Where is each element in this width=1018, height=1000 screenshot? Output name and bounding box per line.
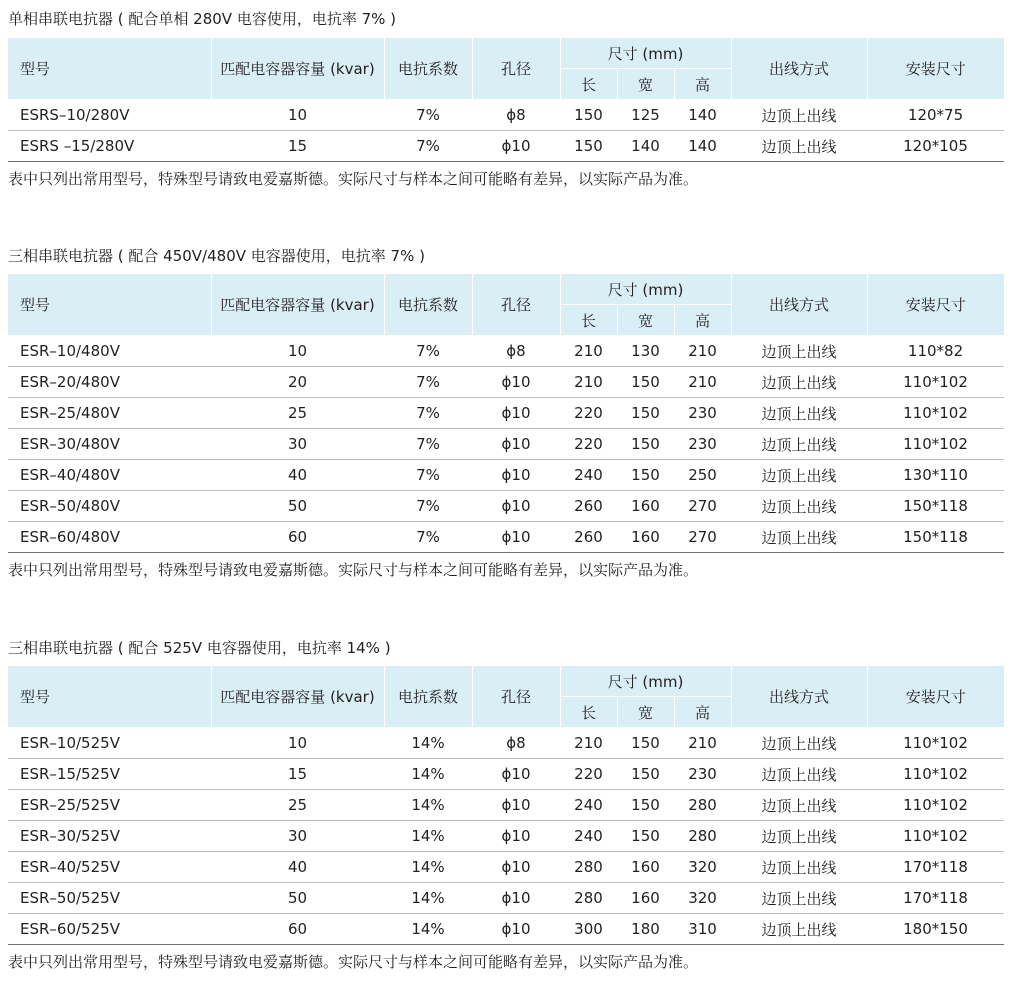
- cell-length: 300: [560, 914, 617, 945]
- cell-reactance: 7%: [384, 398, 472, 429]
- cell-outlet: 边顶上出线: [731, 522, 867, 553]
- cell-model: ESR–50/525V: [8, 883, 211, 914]
- table-row: [8, 914, 1004, 945]
- cell-height: 310: [674, 914, 731, 945]
- spec-table: [8, 274, 1004, 553]
- table-row: [8, 100, 1004, 131]
- footnote: 表中只列出常用型号，特殊型号请致电爱嘉斯德。实际尺寸与样本之间可能略有差异，以实际产品为准。: [8, 561, 699, 579]
- cell-reactance: 14%: [384, 728, 472, 759]
- header-outlet: 出线方式: [731, 274, 867, 336]
- cell-length: 260: [560, 522, 617, 553]
- header-height: 高: [674, 305, 731, 336]
- cell-height: 280: [674, 821, 731, 852]
- cell-mount: 180*150: [867, 914, 1004, 945]
- header-length: 长: [560, 305, 617, 336]
- cell-mount: 170*118: [867, 852, 1004, 883]
- header-outlet: 出线方式: [731, 38, 867, 100]
- cell-model: ESR–60/480V: [8, 522, 211, 553]
- cell-capacity: 10: [211, 100, 384, 131]
- cell-mount: 110*102: [867, 367, 1004, 398]
- cell-width: 160: [617, 522, 674, 553]
- table-row: [8, 398, 1004, 429]
- cell-hole: ϕ8: [472, 728, 560, 759]
- cell-mount: 110*102: [867, 821, 1004, 852]
- cell-width: 150: [617, 460, 674, 491]
- cell-width: 130: [617, 336, 674, 367]
- cell-capacity: 30: [211, 429, 384, 460]
- cell-length: 210: [560, 336, 617, 367]
- table-row: [8, 728, 1004, 759]
- header-reactance: 电抗系数: [384, 666, 472, 728]
- cell-reactance: 14%: [384, 759, 472, 790]
- cell-model: ESR–30/525V: [8, 821, 211, 852]
- header-reactance: 电抗系数: [384, 38, 472, 100]
- cell-outlet: 边顶上出线: [731, 460, 867, 491]
- cell-reactance: 14%: [384, 821, 472, 852]
- cell-length: 150: [560, 100, 617, 131]
- cell-length: 210: [560, 728, 617, 759]
- cell-hole: ϕ8: [472, 100, 560, 131]
- table-row: [8, 367, 1004, 398]
- table-row: [8, 852, 1004, 883]
- header-model: 型号: [8, 38, 211, 100]
- cell-outlet: 边顶上出线: [731, 821, 867, 852]
- cell-reactance: 14%: [384, 852, 472, 883]
- cell-mount: 150*118: [867, 491, 1004, 522]
- cell-model: ESR–50/480V: [8, 491, 211, 522]
- cell-capacity: 20: [211, 367, 384, 398]
- cell-capacity: 25: [211, 790, 384, 821]
- cell-mount: 110*102: [867, 429, 1004, 460]
- cell-outlet: 边顶上出线: [731, 398, 867, 429]
- cell-width: 160: [617, 883, 674, 914]
- cell-reactance: 7%: [384, 131, 472, 162]
- cell-height: 210: [674, 728, 731, 759]
- cell-width: 150: [617, 728, 674, 759]
- cell-hole: ϕ10: [472, 491, 560, 522]
- spec-table: [8, 666, 1004, 945]
- cell-hole: ϕ10: [472, 367, 560, 398]
- cell-hole: ϕ10: [472, 759, 560, 790]
- cell-length: 220: [560, 429, 617, 460]
- header-size: 尺寸 (mm): [560, 274, 731, 305]
- header-size: 尺寸 (mm): [560, 666, 731, 697]
- cell-height: 140: [674, 100, 731, 131]
- cell-height: 230: [674, 398, 731, 429]
- footnote: 表中只列出常用型号，特殊型号请致电爱嘉斯德。实际尺寸与样本之间可能略有差异，以实际产品为准。: [8, 170, 699, 188]
- cell-width: 150: [617, 821, 674, 852]
- cell-height: 230: [674, 429, 731, 460]
- cell-hole: ϕ10: [472, 821, 560, 852]
- cell-height: 250: [674, 460, 731, 491]
- table-row: [8, 522, 1004, 553]
- table-row: [8, 429, 1004, 460]
- cell-hole: ϕ10: [472, 460, 560, 491]
- cell-mount: 120*75: [867, 100, 1004, 131]
- cell-width: 160: [617, 852, 674, 883]
- cell-length: 240: [560, 460, 617, 491]
- cell-width: 140: [617, 131, 674, 162]
- cell-model: ESR–10/480V: [8, 336, 211, 367]
- cell-outlet: 边顶上出线: [731, 429, 867, 460]
- cell-capacity: 10: [211, 728, 384, 759]
- cell-length: 280: [560, 852, 617, 883]
- cell-mount: 150*118: [867, 522, 1004, 553]
- cell-mount: 170*118: [867, 883, 1004, 914]
- spec-table: [8, 38, 1004, 162]
- cell-mount: 130*110: [867, 460, 1004, 491]
- cell-capacity: 60: [211, 522, 384, 553]
- cell-length: 280: [560, 883, 617, 914]
- header-capacity: 匹配电容器容量 (kvar): [211, 274, 384, 336]
- cell-hole: ϕ10: [472, 883, 560, 914]
- header-width: 宽: [617, 305, 674, 336]
- cell-length: 210: [560, 367, 617, 398]
- cell-capacity: 40: [211, 460, 384, 491]
- cell-width: 150: [617, 759, 674, 790]
- cell-mount: 110*82: [867, 336, 1004, 367]
- cell-capacity: 15: [211, 131, 384, 162]
- cell-reactance: 7%: [384, 429, 472, 460]
- cell-width: 150: [617, 429, 674, 460]
- cell-reactance: 7%: [384, 336, 472, 367]
- section-three-phase-525v: [8, 638, 1000, 972]
- cell-model: ESR–25/525V: [8, 790, 211, 821]
- cell-hole: ϕ10: [472, 131, 560, 162]
- cell-capacity: 30: [211, 821, 384, 852]
- cell-width: 160: [617, 491, 674, 522]
- cell-length: 150: [560, 131, 617, 162]
- cell-reactance: 14%: [384, 790, 472, 821]
- cell-capacity: 25: [211, 398, 384, 429]
- cell-outlet: 边顶上出线: [731, 790, 867, 821]
- cell-outlet: 边顶上出线: [731, 852, 867, 883]
- table-row: [8, 883, 1004, 914]
- cell-outlet: 边顶上出线: [731, 336, 867, 367]
- cell-reactance: 7%: [384, 367, 472, 398]
- table-row: [8, 491, 1004, 522]
- cell-hole: ϕ10: [472, 790, 560, 821]
- cell-hole: ϕ10: [472, 398, 560, 429]
- cell-reactance: 7%: [384, 522, 472, 553]
- table-row: [8, 336, 1004, 367]
- cell-length: 240: [560, 790, 617, 821]
- cell-length: 220: [560, 398, 617, 429]
- cell-height: 270: [674, 522, 731, 553]
- header-mount: 安装尺寸: [867, 274, 1004, 336]
- cell-capacity: 40: [211, 852, 384, 883]
- cell-height: 230: [674, 759, 731, 790]
- cell-mount: 110*102: [867, 728, 1004, 759]
- cell-model: ESRS–10/280V: [8, 100, 211, 131]
- header-length: 长: [560, 697, 617, 728]
- cell-width: 150: [617, 367, 674, 398]
- header-model: 型号: [8, 666, 211, 728]
- cell-hole: ϕ10: [472, 914, 560, 945]
- cell-outlet: 边顶上出线: [731, 100, 867, 131]
- cell-hole: ϕ10: [472, 522, 560, 553]
- section-title: 三相串联电抗器 ( 配合 450V/480V 电容器使用，电抗率 7% ): [8, 247, 425, 265]
- cell-reactance: 7%: [384, 491, 472, 522]
- cell-height: 210: [674, 367, 731, 398]
- cell-outlet: 边顶上出线: [731, 491, 867, 522]
- header-outlet: 出线方式: [731, 666, 867, 728]
- cell-height: 320: [674, 883, 731, 914]
- section-three-phase-480v: [8, 246, 1000, 580]
- cell-mount: 120*105: [867, 131, 1004, 162]
- table-row: [8, 821, 1004, 852]
- cell-hole: ϕ10: [472, 429, 560, 460]
- cell-model: ESR–40/480V: [8, 460, 211, 491]
- cell-length: 260: [560, 491, 617, 522]
- header-model: 型号: [8, 274, 211, 336]
- cell-height: 280: [674, 790, 731, 821]
- table-row: [8, 759, 1004, 790]
- cell-height: 140: [674, 131, 731, 162]
- cell-reactance: 14%: [384, 914, 472, 945]
- header-hole: 孔径: [472, 38, 560, 100]
- cell-mount: 110*102: [867, 790, 1004, 821]
- cell-outlet: 边顶上出线: [731, 759, 867, 790]
- cell-height: 270: [674, 491, 731, 522]
- section-single-phase-280v: [8, 9, 1000, 189]
- cell-outlet: 边顶上出线: [731, 883, 867, 914]
- header-hole: 孔径: [472, 274, 560, 336]
- cell-mount: 110*102: [867, 759, 1004, 790]
- cell-hole: ϕ8: [472, 336, 560, 367]
- cell-model: ESR–15/525V: [8, 759, 211, 790]
- cell-model: ESR–10/525V: [8, 728, 211, 759]
- header-capacity: 匹配电容器容量 (kvar): [211, 666, 384, 728]
- cell-capacity: 50: [211, 883, 384, 914]
- cell-capacity: 60: [211, 914, 384, 945]
- cell-reactance: 14%: [384, 883, 472, 914]
- cell-outlet: 边顶上出线: [731, 367, 867, 398]
- header-hole: 孔径: [472, 666, 560, 728]
- table-row: [8, 790, 1004, 821]
- cell-height: 210: [674, 336, 731, 367]
- header-height: 高: [674, 69, 731, 100]
- cell-reactance: 7%: [384, 100, 472, 131]
- cell-model: ESR–60/525V: [8, 914, 211, 945]
- cell-model: ESR–25/480V: [8, 398, 211, 429]
- cell-capacity: 50: [211, 491, 384, 522]
- cell-outlet: 边顶上出线: [731, 728, 867, 759]
- header-width: 宽: [617, 697, 674, 728]
- header-height: 高: [674, 697, 731, 728]
- cell-width: 150: [617, 398, 674, 429]
- cell-model: ESR–30/480V: [8, 429, 211, 460]
- cell-width: 180: [617, 914, 674, 945]
- cell-reactance: 7%: [384, 460, 472, 491]
- header-size: 尺寸 (mm): [560, 38, 731, 69]
- cell-hole: ϕ10: [472, 852, 560, 883]
- header-length: 长: [560, 69, 617, 100]
- table-row: [8, 460, 1004, 491]
- cell-model: ESR–20/480V: [8, 367, 211, 398]
- cell-mount: 110*102: [867, 398, 1004, 429]
- cell-model: ESRS –15/280V: [8, 131, 211, 162]
- header-reactance: 电抗系数: [384, 274, 472, 336]
- header-capacity: 匹配电容器容量 (kvar): [211, 38, 384, 100]
- header-mount: 安装尺寸: [867, 38, 1004, 100]
- header-width: 宽: [617, 69, 674, 100]
- section-title: 三相串联电抗器 ( 配合 525V 电容器使用，电抗率 14% ): [8, 639, 391, 657]
- section-title: 单相串联电抗器 ( 配合单相 280V 电容使用，电抗率 7% ): [8, 10, 397, 28]
- cell-width: 150: [617, 790, 674, 821]
- cell-outlet: 边顶上出线: [731, 131, 867, 162]
- header-mount: 安装尺寸: [867, 666, 1004, 728]
- cell-model: ESR–40/525V: [8, 852, 211, 883]
- cell-length: 220: [560, 759, 617, 790]
- cell-height: 320: [674, 852, 731, 883]
- cell-outlet: 边顶上出线: [731, 914, 867, 945]
- footnote: 表中只列出常用型号，特殊型号请致电爱嘉斯德。实际尺寸与样本之间可能略有差异，以实际产品为准。: [8, 953, 699, 971]
- table-row: [8, 131, 1004, 162]
- cell-capacity: 10: [211, 336, 384, 367]
- cell-width: 125: [617, 100, 674, 131]
- cell-capacity: 15: [211, 759, 384, 790]
- cell-length: 240: [560, 821, 617, 852]
